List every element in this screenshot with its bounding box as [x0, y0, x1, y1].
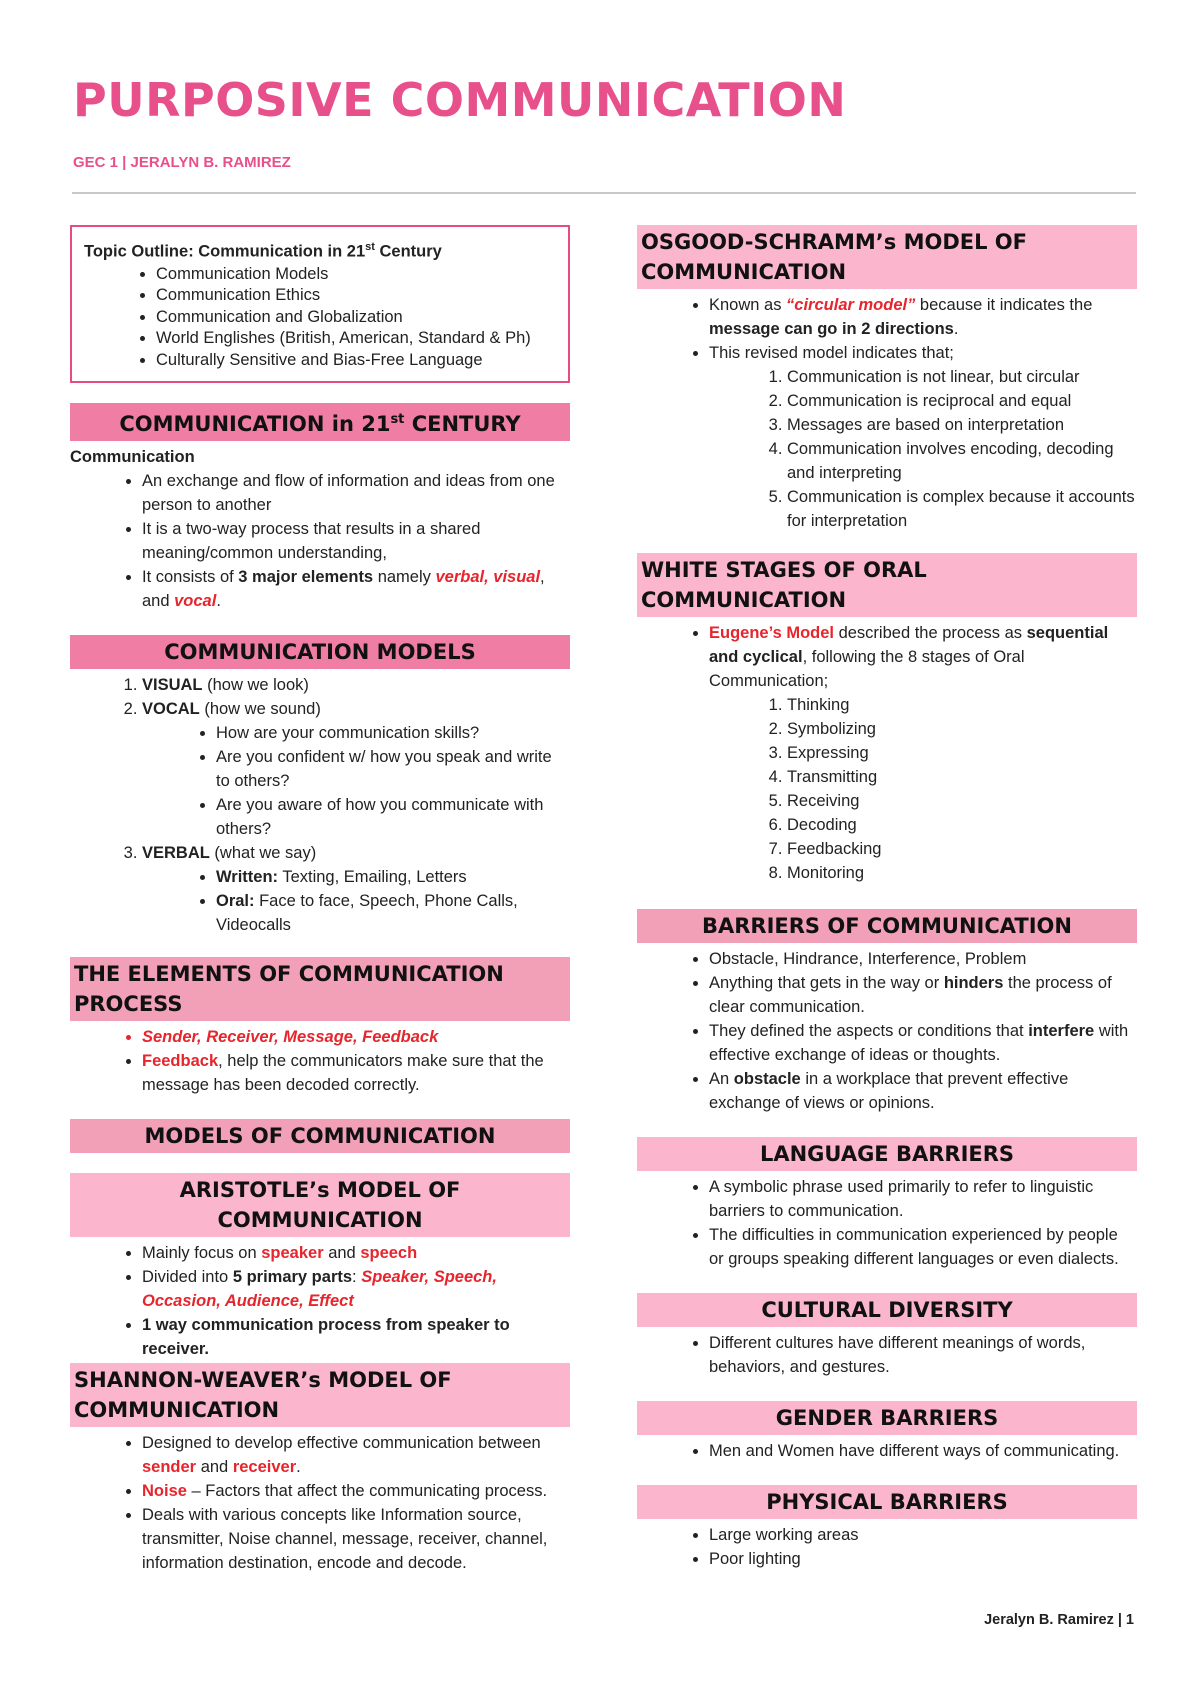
verbal-types-list — [142, 865, 570, 937]
section-heading-communication-21st-century: COMMUNICATION in 21st CENTURY — [70, 403, 570, 441]
list-item: • An exchange and flow of information and ideas from one person to another — [142, 469, 570, 517]
section-heading-language-barriers: LANGUAGE BARRIERS — [637, 1137, 1137, 1171]
list-item: • Men and Women have different ways of communicating. — [709, 1439, 1137, 1463]
list-item: 2. VOCAL (how we sound) • How are your communication skills? • Are you confident w/ how you speak and write to others? • Are you aware of how you communicate with others? — [142, 697, 570, 841]
list-item: 1. Communication is not linear, but circular — [787, 365, 1137, 389]
list-item: 5. Receiving — [787, 789, 1137, 813]
list-item: 2. Symbolizing — [787, 717, 1137, 741]
list-item: 3. VERBAL (what we say) • Written: Texting, Emailing, Letters • Oral: Face to face, Speech, Phone Calls, Videocalls — [142, 841, 570, 937]
list-item: • Are you confident w/ how you speak and write to others? — [216, 745, 570, 793]
list-item: • Anything that gets in the way or hinders the process of clear communication. — [709, 971, 1137, 1019]
list-item: 1. Thinking — [787, 693, 1137, 717]
elements-bullets — [70, 1025, 570, 1097]
topic-outline-title: Topic Outline: Communication in 21st Century — [84, 241, 442, 261]
list-item: • Mainly focus on speaker and speech — [142, 1241, 570, 1265]
list-item: • Poor lighting — [709, 1547, 1137, 1571]
shannon-bullets — [70, 1431, 570, 1575]
section-heading-shannon-weaver-model: SHANNON-WEAVER’s MODEL OF COMMUNICATION — [70, 1363, 570, 1427]
section-heading-osgood-schramm-model: OSGOOD-SCHRAMM’s MODEL OF COMMUNICATION — [637, 225, 1137, 289]
section-heading-gender-barriers: GENDER BARRIERS — [637, 1401, 1137, 1435]
list-item: 6. Decoding — [787, 813, 1137, 837]
physical-bullets — [637, 1523, 1137, 1571]
list-item: • Obstacle, Hindrance, Interference, Problem — [709, 947, 1137, 971]
oral-stages-list — [637, 693, 1137, 885]
list-item: • World Englishes (British, American, Standard & Ph) — [156, 328, 556, 350]
list-item: • 1 way communication process from speaker to receiver. — [142, 1313, 570, 1361]
list-item: • Culturally Sensitive and Bias-Free Language — [156, 350, 556, 372]
list-item: • They defined the aspects or conditions that interfere with effective exchange of ideas or thoughts. — [709, 1019, 1137, 1067]
section-heading-white-stages: WHITE STAGES OF ORAL COMMUNICATION — [637, 553, 1137, 617]
section-heading-barriers-of-communication: BARRIERS OF COMMUNICATION — [637, 909, 1137, 943]
list-item: • Eugene’s Model described the process as sequential and cyclical, following the 8 stages of Oral Communication; — [709, 621, 1137, 693]
list-item: • Different cultures have different meanings of words, behaviors, and gestures. — [709, 1331, 1137, 1379]
white-stages-bullets — [637, 621, 1137, 693]
list-item: 5. Communication is complex because it accounts for interpretation — [787, 485, 1137, 533]
gender-bullets — [637, 1439, 1137, 1463]
list-item: • This revised model indicates that; — [709, 341, 1137, 365]
section-heading-physical-barriers: PHYSICAL BARRIERS — [637, 1485, 1137, 1519]
list-item: • Communication Ethics — [156, 285, 556, 307]
section-heading-elements-of-communication: THE ELEMENTS OF COMMUNICATION PROCESS — [70, 957, 570, 1021]
list-item: • Written: Texting, Emailing, Letters — [216, 865, 570, 889]
list-item: • An obstacle in a workplace that prevent effective exchange of views or opinions. — [709, 1067, 1137, 1115]
section-heading-cultural-diversity: CULTURAL DIVERSITY — [637, 1293, 1137, 1327]
list-item: • Known as “circular model” because it indicates the message can go in 2 directions. — [709, 293, 1137, 341]
subheading-communication: Communication — [70, 448, 195, 466]
osgood-points-list — [637, 365, 1137, 533]
communication-bullets — [70, 469, 570, 613]
document-subtitle: GEC 1 | JERALYN B. RAMIREZ — [73, 154, 291, 171]
list-item: 2. Communication is reciprocal and equal — [787, 389, 1137, 413]
list-item: • The difficulties in communication experienced by people or groups speaking different languages or even dialects. — [709, 1223, 1137, 1271]
language-bullets — [637, 1175, 1137, 1271]
list-item: • It consists of 3 major elements namely verbal, visual, and vocal. — [142, 565, 570, 613]
list-item: • Deals with various concepts like Information source, transmitter, Noise channel, message, receiver, channel, information destination, encode and decode. — [142, 1503, 570, 1575]
list-item: • A symbolic phrase used primarily to refer to linguistic barriers to communication. — [709, 1175, 1137, 1223]
list-item: 4. Transmitting — [787, 765, 1137, 789]
page-footer: Jeralyn B. Ramirez | 1 — [984, 1612, 1134, 1628]
list-item: • Designed to develop effective communication between sender and receiver. — [142, 1431, 570, 1479]
list-item: • Divided into 5 primary parts: Speaker, Speech, Occasion, Audience, Effect — [142, 1265, 570, 1313]
list-item: 4. Communication involves encoding, decoding and interpreting — [787, 437, 1137, 485]
list-item: • Sender, Receiver, Message, Feedback — [142, 1025, 570, 1049]
osgood-bullets — [637, 293, 1137, 365]
list-item: • Feedback, help the communicators make sure that the message has been decoded correctly. — [142, 1049, 570, 1097]
left-column — [70, 225, 570, 1575]
document-title: PURPOSIVE COMMUNICATION — [73, 73, 847, 127]
list-item: 3. Expressing — [787, 741, 1137, 765]
list-item: • Noise – Factors that affect the communicating process. — [142, 1479, 570, 1503]
section-heading-communication-models: COMMUNICATION MODELS — [70, 635, 570, 669]
section-heading-models-of-communication: MODELS OF COMMUNICATION — [70, 1119, 570, 1153]
topic-outline-list — [84, 264, 556, 372]
section-heading-aristotle-model: ARISTOTLE’s MODEL OF COMMUNICATION — [70, 1173, 570, 1237]
list-item: 7. Feedbacking — [787, 837, 1137, 861]
aristotle-bullets — [70, 1241, 570, 1361]
list-item: 3. Messages are based on interpretation — [787, 413, 1137, 437]
list-item: • Communication Models — [156, 264, 556, 286]
topic-outline-box — [70, 225, 570, 383]
cultural-bullets — [637, 1331, 1137, 1379]
list-item: • Communication and Globalization — [156, 307, 556, 329]
communication-models-list — [70, 673, 570, 937]
list-item: 8. Monitoring — [787, 861, 1137, 885]
barriers-bullets — [637, 947, 1137, 1115]
list-item: • Oral: Face to face, Speech, Phone Calls, Videocalls — [216, 889, 570, 937]
list-item: • Are you aware of how you communicate with others? — [216, 793, 570, 841]
list-item: • It is a two-way process that results in a shared meaning/common understanding, — [142, 517, 570, 565]
vocal-questions-list — [142, 721, 570, 841]
list-item: 1. VISUAL (how we look) — [142, 673, 570, 697]
right-column — [637, 225, 1137, 1571]
header-divider — [72, 192, 1136, 194]
list-item: • How are your communication skills? — [216, 721, 570, 745]
list-item: • Large working areas — [709, 1523, 1137, 1547]
